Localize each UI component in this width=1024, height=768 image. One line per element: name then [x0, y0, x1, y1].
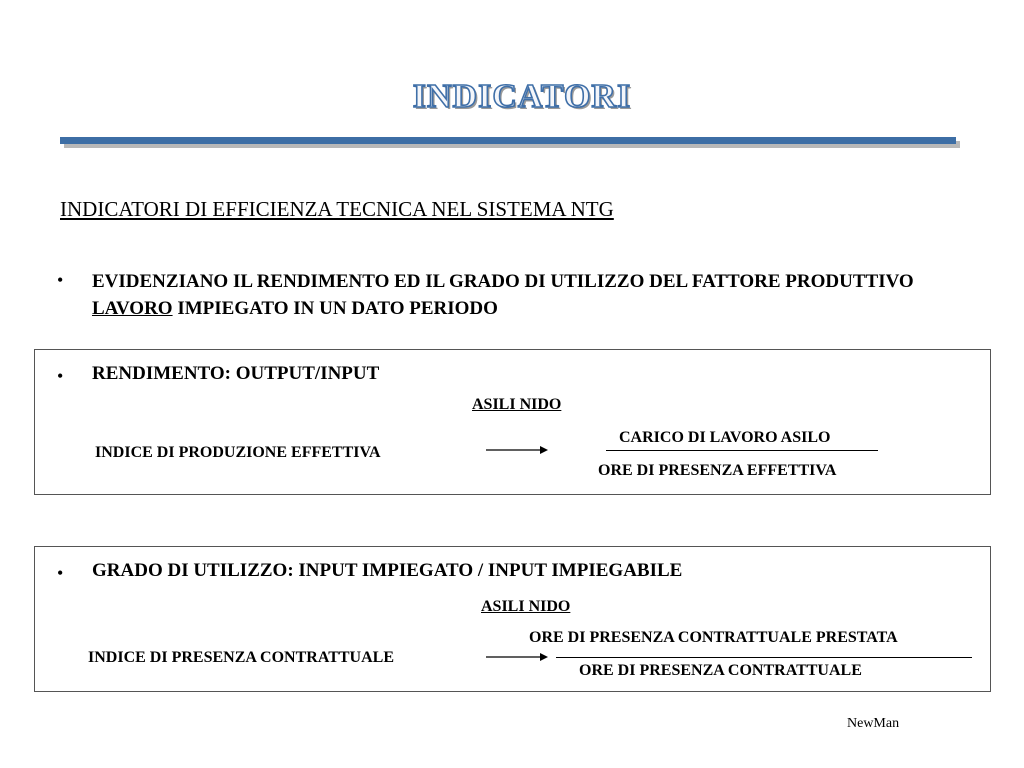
- intro-paragraph: [92, 268, 972, 322]
- title-bar: [60, 137, 956, 144]
- grado-utilizzo-denominator: ORE DI PRESENZA CONTRATTUALE: [579, 662, 862, 679]
- bullet-dot: •: [57, 563, 64, 583]
- bullet-dot: •: [57, 366, 64, 386]
- rendimento-denominator: ORE DI PRESENZA EFFETTIVA: [598, 462, 837, 479]
- fraction-line: [556, 657, 972, 658]
- grado-utilizzo-index-name: INDICE DI PRESENZA CONTRATTUALE: [88, 649, 394, 666]
- rendimento-sector-label: ASILI NIDO: [472, 396, 562, 413]
- grado-utilizzo-numerator: ORE DI PRESENZA CONTRATTUALE PRESTATA: [529, 629, 898, 646]
- arrow-right-icon: [486, 443, 548, 457]
- slide-title: INDICATORI: [412, 78, 632, 115]
- footer-brand: NewMan: [847, 716, 900, 731]
- intro-text-part1: EVIDENZIANO IL RENDIMENTO ED IL GRADO DI UTILIZZO DEL FATTORE PRODUTTIVO: [92, 271, 914, 292]
- slide-subtitle: INDICATORI DI EFFICIENZA TECNICA NEL SISTEMA NTG: [60, 197, 614, 221]
- fraction-line: [606, 450, 878, 451]
- rendimento-label: RENDIMENTO: OUTPUT/INPUT: [92, 363, 380, 384]
- arrow-right-icon: [486, 650, 548, 664]
- intro-text-part2: IMPIEGATO IN UN DATO PERIODO: [172, 298, 498, 319]
- rendimento-numerator: CARICO DI LAVORO ASILO: [619, 429, 831, 446]
- intro-underlined-word: LAVORO: [92, 298, 173, 319]
- bullet-dot: •: [57, 270, 64, 290]
- rendimento-index-name: INDICE DI PRODUZIONE EFFETTIVA: [95, 444, 381, 461]
- grado-utilizzo-label: GRADO DI UTILIZZO: INPUT IMPIEGATO / INPUT IMPIEGABILE: [92, 560, 683, 581]
- grado-utilizzo-sector-label: ASILI NIDO: [481, 598, 571, 615]
